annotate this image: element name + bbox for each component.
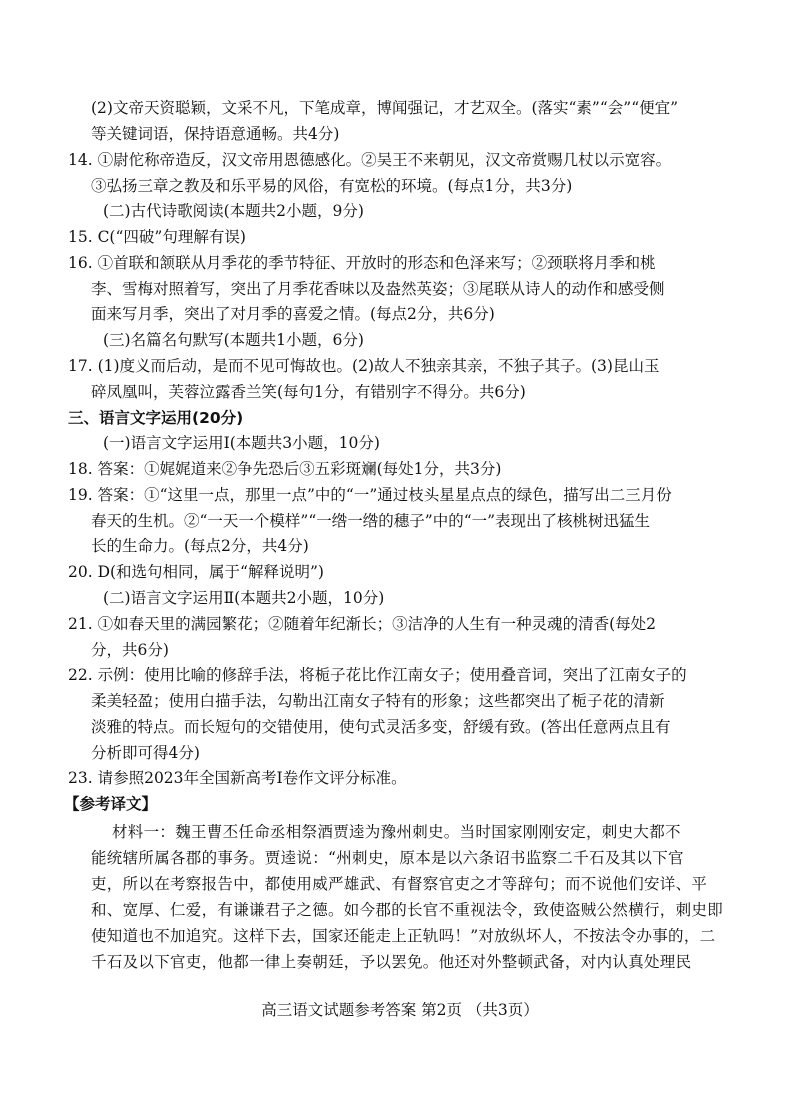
text-line: 李、雪梅对照着写，突出了月季花香味以及盎然英姿；③尾联从诗人的动作和感受侧 — [91, 280, 665, 298]
text-line: 分析即可得4分) — [91, 744, 200, 762]
translation-line: 能统辖所属各郡的事务。贾逵说：“州刺史，原本是以六条诏书监察二千石及其以下官 — [91, 849, 684, 867]
question-14: 14. ①尉佗称帝造反，汉文帝用恩德感化。②吴王不来朝见，汉文帝赏赐几杖以示宽容。 — [68, 151, 672, 169]
question-21: 21. ①如春天里的满园繁花；②随着年纪渐长；③洁净的人生有一种灵魂的清香(每处2 — [68, 615, 656, 633]
text-line: 长的生命力。(每点2分，共4分) — [91, 537, 309, 555]
text-line: (2)文帝天资聪颖，文采不凡，下笔成章，博闻强记，才艺双全。(落实“素”“会”“便宜” — [91, 99, 679, 117]
text-line: ③弘扬三章之教及和乐平易的风俗，有宽松的环境。(每点1分，共3分) — [91, 177, 573, 195]
question-15: 15. C(“四破”句理解有误) — [68, 228, 246, 246]
question-20: 20. D(和选句相同，属于“解释说明”) — [68, 563, 324, 581]
translation-heading: 【参考译文】 — [64, 795, 158, 813]
text-line: 春天的生机。②“一天一个模样”“一绺一绺的穗子”中的“一”表现出了核桃树迅猛生 — [91, 512, 651, 530]
text-line: 碎凤凰叫，芙蓉泣露香兰笑(每句1分，有错别字不得分。共6分) — [91, 383, 526, 401]
text-line: 淡雅的特点。而长短句的交错使用，使句式灵活多变，舒缓有致。(答出任意两点且有 — [91, 718, 671, 736]
question-19: 19. 答案：①“这里一点，那里一点”中的“一”通过枝头星星点点的绿色，描写出二三月份 — [68, 486, 672, 504]
section-heading: (二)古代诗歌阅读(本题共2小题，9分) — [103, 202, 364, 220]
section-heading: (一)语言文字运用Ⅰ(本题共3小题，10分) — [103, 434, 380, 452]
question-18: 18. 答案：①娓娓道来②争先恐后③五彩斑斓(每处1分，共3分) — [68, 460, 502, 478]
question-23: 23. 请参照2023年全国新高考Ⅰ卷作文评分标准。 — [68, 769, 407, 787]
text-line: 柔美轻盈；使用白描手法，勾勒出江南女子特有的形象；这些都突出了栀子花的清新 — [91, 692, 665, 710]
translation-line: 使知道也不加追究。这样下去，国家还能走上正轨吗！”对放纵坏人，不按法令办事的，二 — [91, 927, 716, 945]
page-footer: 高三语文试题参考答案 第2页 （共3页） — [261, 1001, 539, 1019]
question-22: 22. 示例：使用比喻的修辞手法，将栀子花比作江南女子；使用叠音词，突出了江南女子的 — [68, 666, 687, 684]
text-line: 面来写月季，突出了对月季的喜爱之情。(每点2分，共6分) — [91, 305, 495, 323]
text-line: 分，共6分) — [91, 641, 169, 659]
translation-line: 材料一：魏王曹丕任命丞相祭酒贾逵为豫州刺史。当时国家刚刚安定，刺史大都不 — [112, 823, 681, 841]
part-heading: 三、语言文字运用(20分) — [68, 409, 244, 427]
translation-line: 吏，所以在考察报告中，都使用威严雄武、有督察官吏之才等辞句；而不说他们安详、平 — [91, 875, 708, 893]
translation-line: 和、宽厚、仁爱，有谦谦君子之德。如今郡的长官不重视法令，致使盗贼公然横行，刺史即 — [91, 901, 724, 919]
translation-line: 千石及以下官吏，他都一律上奏朝廷，予以罢免。他还对外整顿武备，对内认真处理民 — [91, 953, 692, 971]
section-heading: (三)名篇名句默写(本题共1小题，6分) — [103, 331, 364, 349]
text-line: 等关键词语，保持语意通畅。共4分) — [91, 125, 340, 143]
question-17: 17. (1)度义而后动，是而不见可悔故也。(2)故人不独亲其亲，不独子其子。(3)昆山玉 — [68, 357, 660, 375]
section-heading: (二)语言文字运用Ⅱ(本题共2小题，10分) — [103, 589, 385, 607]
question-16: 16. ①首联和颔联从月季花的季节特征、开放时的形态和色泽来写；②颈联将月季和桃 — [68, 254, 656, 272]
